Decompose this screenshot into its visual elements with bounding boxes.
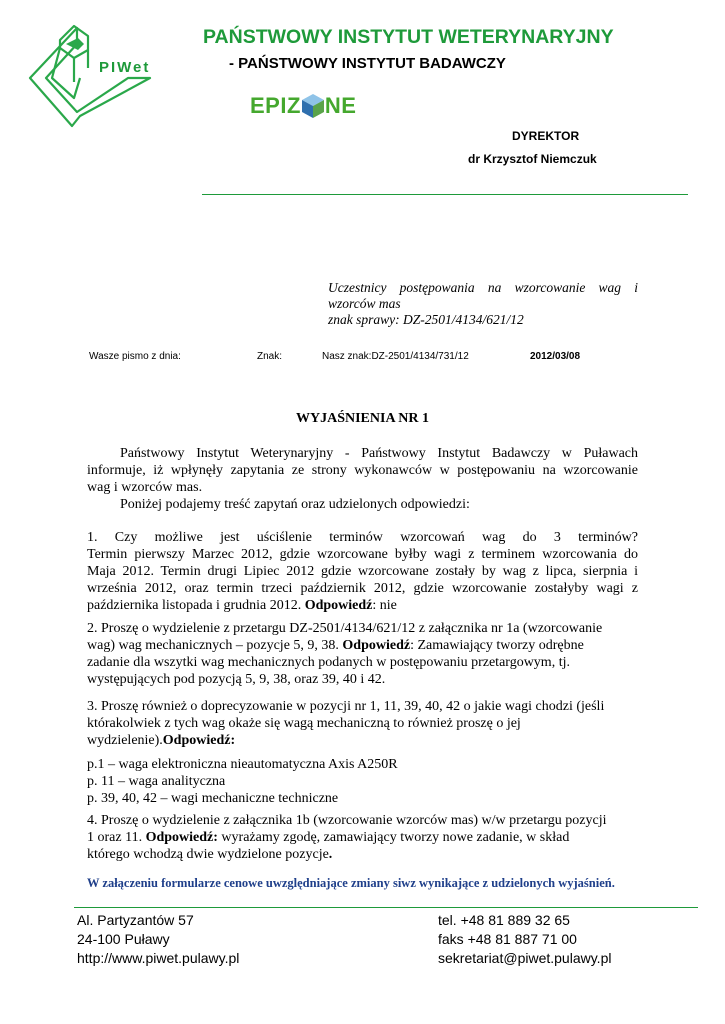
answer-text: : nie (372, 598, 397, 613)
list-item: p. 39, 40, 42 – wagi mechaniczne techniczne (87, 791, 339, 806)
recipient-line: znak sprawy: DZ-2501/4134/621/12 (328, 312, 524, 327)
text-line: Poniżej podajemy treść zapytań oraz udzielonych odpowiedzi: (120, 497, 470, 512)
text-line: Termin pierwszy Marzec 2012, gdzie wzorcowane byłby wagi z terminem wzorcowania do (87, 547, 638, 562)
answer-label: Odpowiedź (304, 598, 373, 613)
recipient-line: Uczestnicy postępowania na wzorcowanie wag i (328, 280, 638, 295)
text-line: którakolwiek z tych wag okaże się wagą mechaniczną to również proszę o jej (87, 716, 521, 731)
recipient-line: wzorców mas (328, 296, 401, 311)
institute-subtitle: - PAŃSTWOWY INSTYTUT BADAWCZY (229, 55, 506, 72)
director-label: DYREKTOR (512, 129, 580, 143)
question-2 (87, 620, 638, 688)
institute-title: PAŃSTWOWY INSTYTUT WETERYNARYJNY (203, 26, 614, 48)
footer-address (77, 911, 239, 968)
text-fragment: wydzielenie). (87, 733, 163, 748)
text-line: 2. Proszę o wydzielenie z przetargu DZ-2501/4134/621/12 z załącznika nr 1a (wzorcowanie (87, 621, 603, 636)
text-fragment: października listopada i grudnia 2012. (87, 598, 302, 613)
footer-contact (438, 911, 611, 968)
piwet-logo-icon (22, 20, 202, 135)
ref-sign: Znak: (257, 351, 283, 362)
epizone-cube-icon (301, 93, 325, 119)
answer-text: wyrażamy zgodę, zamawiający tworzy nowe zadanie, w skład (217, 830, 570, 845)
epizone-prefix: EPIZ (250, 93, 301, 118)
text-line: 1. Czy możliwe jest uściślenie terminów wzorcowań wag do 3 terminów? (87, 530, 638, 545)
question-1 (87, 529, 638, 614)
answer-list (87, 756, 638, 807)
text-line: Maja 2012. Termin drugi Lipiec 2012 gdzie wzorcowane zostały by wag z lipca, sierpnia i (87, 564, 638, 579)
question-4 (87, 812, 638, 863)
document-title: WYJAŚNIENIA NR 1 (295, 411, 430, 426)
text-line: wag i wzorców mas. (87, 480, 203, 495)
text-line: informuje, iż wpłynęły zapytania ze strony wykonawców w postępowaniu na wzorcowanie (87, 463, 638, 478)
intro-paragraph (87, 445, 638, 513)
footer-address-line: 24-100 Puławy (77, 931, 170, 947)
text-line: 4. Proszę o wydzielenie z załącznika 1b (wzorcowanie wzorców mas) w/w przetargu pozycji (87, 813, 607, 828)
text-fragment: 1 oraz 11. (87, 830, 143, 845)
text-line (87, 597, 638, 614)
ref-our-sign: Nasz znak:DZ-2501/4134/731/12 (322, 351, 469, 362)
director-name: dr Krzysztof Niemczuk (468, 152, 597, 166)
answer-label: Odpowiedź: (145, 830, 218, 845)
text-fragment: . (328, 847, 333, 862)
logo-text: PIWet (99, 59, 151, 76)
text-line (87, 637, 638, 654)
list-item: p.1 – waga elektroniczna nieautomatyczna Axis A250R (87, 757, 398, 772)
answer-label: Odpowiedź: (162, 733, 236, 748)
text-line (87, 829, 638, 846)
recipient-block (328, 280, 638, 328)
footer-email-link[interactable]: sekretariat@piwet.pulawy.pl (438, 950, 612, 966)
text-line: września 2012, oraz termin trzeci październik 2012, gdzie wzorcowanie zostałyby wagi z (87, 581, 638, 596)
text-line (87, 846, 638, 863)
footer-website-link[interactable]: http://www.piwet.pulawy.pl (77, 950, 240, 966)
text-fragment: którego wchodzą dwie wydzielone pozycje (87, 847, 329, 862)
list-item: p. 11 – waga analityczna (87, 774, 226, 789)
ref-your-letter: Wasze pismo z dnia: (89, 351, 181, 362)
text-line: zadanie dla wszytki wag mechanicznych podanych w postępowaniu przetargowym, tj. (87, 655, 570, 670)
answer-text: : Zamawiający tworzy odrębne (410, 638, 584, 653)
answer-label: Odpowiedź (342, 638, 411, 653)
epizone-logo (250, 93, 356, 125)
text-line: występujących pod pozycją 5, 9, 38, oraz 39, 40 i 42. (87, 672, 386, 687)
epizone-suffix: NE (324, 93, 357, 118)
attachment-note: W załączeniu formularze cenowe uwzględniające zmiany siwz wynikające z udzielonych wyjaśnień. (87, 876, 615, 890)
text-fragment: wag) wag mechanicznych – pozycje 5, 9, 38. (87, 638, 339, 653)
header-divider (202, 194, 688, 195)
text-line: 3. Proszę również o doprecyzowanie w pozycji nr 1, 11, 39, 40, 42 o jakie wagi chodzi (jeśli (87, 699, 605, 714)
footer-phone: tel. +48 81 889 32 65 (438, 912, 570, 928)
text-line (87, 732, 638, 749)
ref-date: 2012/03/08 (530, 351, 581, 362)
text-line: Państwowy Instytut Weterynaryjny - Państwowy Instytut Badawczy w Puławach (120, 446, 638, 461)
question-3 (87, 698, 638, 749)
footer-address-line: Al. Partyzantów 57 (77, 912, 194, 928)
footer-fax: faks +48 81 887 71 00 (438, 931, 577, 947)
footer-divider (74, 907, 698, 908)
